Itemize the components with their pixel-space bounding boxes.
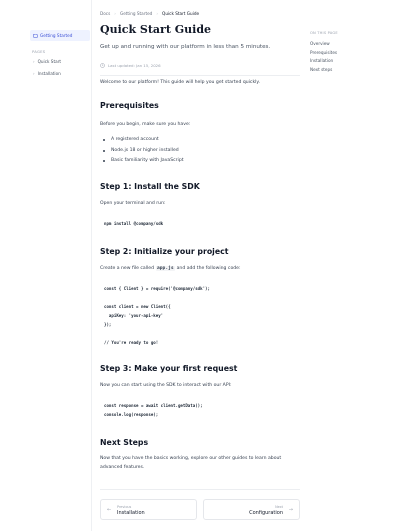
- prerequisites-lead: Before you begin, make sure you have:: [100, 122, 191, 127]
- page-title: Quick Start Guide: [100, 23, 212, 36]
- list-item: A registered account: [100, 137, 159, 142]
- breadcrumb-separator: ›: [156, 11, 159, 16]
- previous-page-link[interactable]: [100, 499, 197, 520]
- step1-heading: Step 1: Install the SDK: [100, 182, 200, 191]
- inline-code-filename: app.js: [157, 266, 174, 271]
- step1-lead: Open your terminal and run:: [100, 201, 166, 206]
- step1-code-block: npm install @company/sdk: [104, 221, 164, 226]
- header-divider: [100, 75, 300, 76]
- step2-lead: Create a new file called app.js and add the following code:: [100, 266, 241, 271]
- sidebar-item-installation[interactable]: [33, 71, 61, 76]
- sidebar-section-heading: PAGES: [32, 49, 46, 54]
- chevron-right-icon: ›: [33, 59, 35, 64]
- sidebar-item-label: Quick Start: [37, 59, 62, 64]
- last-updated: [100, 63, 161, 68]
- sidebar-item-label: Installation: [37, 71, 61, 76]
- step3-lead: Now you can start using the SDK to interact with our API:: [100, 383, 232, 388]
- main-content: [100, 0, 300, 531]
- step3-code-block: const response = await client.getData(); console.log(response);: [104, 403, 203, 417]
- prerequisites-heading: Prerequisites: [100, 101, 159, 110]
- arrow-left-icon: ←: [107, 507, 112, 513]
- toc-heading: ON THIS PAGE: [310, 31, 338, 35]
- previous-label: Previous: [117, 505, 132, 509]
- sidebar-item-quick-start[interactable]: [33, 59, 61, 64]
- footer-divider: [100, 489, 300, 490]
- breadcrumb-docs[interactable]: Docs: [100, 11, 111, 16]
- chevron-right-icon: ›: [33, 71, 35, 76]
- sidebar-item-label: Getting Started: [40, 33, 73, 38]
- breadcrumb-separator: ›: [114, 11, 116, 16]
- next-page-link[interactable]: [203, 499, 300, 520]
- sidebar: [0, 0, 92, 531]
- step3-heading: Step 3: Make your first request: [100, 364, 238, 373]
- arrow-right-icon: →: [288, 507, 293, 513]
- breadcrumb-getting-started[interactable]: Getting Started: [119, 11, 153, 16]
- intro-text: Welcome to our platform! This guide will help you get started quickly.: [100, 80, 260, 85]
- toc-item-next-steps[interactable]: Next steps: [310, 67, 333, 72]
- next-steps-heading: Next Steps: [100, 438, 149, 447]
- step2-heading: Step 2: Initialize your project: [100, 247, 229, 256]
- next-title: Configuration: [249, 510, 283, 516]
- breadcrumb: [100, 11, 199, 16]
- list-item: Node.js 18 or higher installed: [100, 148, 179, 153]
- previous-title: Installation: [117, 510, 145, 516]
- toc-item-overview[interactable]: Overview: [310, 41, 330, 46]
- list-item: Basic familiarity with JavaScript: [100, 158, 184, 163]
- sidebar-item-getting-started[interactable]: [30, 30, 90, 41]
- step2-code-block: const { Client } = require('@company/sdk'); const client = new Client({ apiKey: 'your-api-key' }); // You're ready to go!: [104, 286, 210, 345]
- toc-item-prerequisites[interactable]: Prerequisites: [310, 50, 338, 55]
- page-subtitle: Get up and running with our platform in less than 5 minutes.: [100, 44, 271, 50]
- clock-icon: [100, 63, 105, 68]
- folder-icon: [33, 33, 38, 38]
- breadcrumb-current: Quick Start Guide: [162, 11, 200, 16]
- next-steps-text: Now that you have the basics working, explore our other guides to learn about advanced features.: [100, 456, 282, 470]
- toc-item-installation[interactable]: Installation: [310, 58, 334, 63]
- last-updated-text: Last updated: Jan 15, 2026: [108, 63, 161, 68]
- next-label: Next: [275, 505, 283, 509]
